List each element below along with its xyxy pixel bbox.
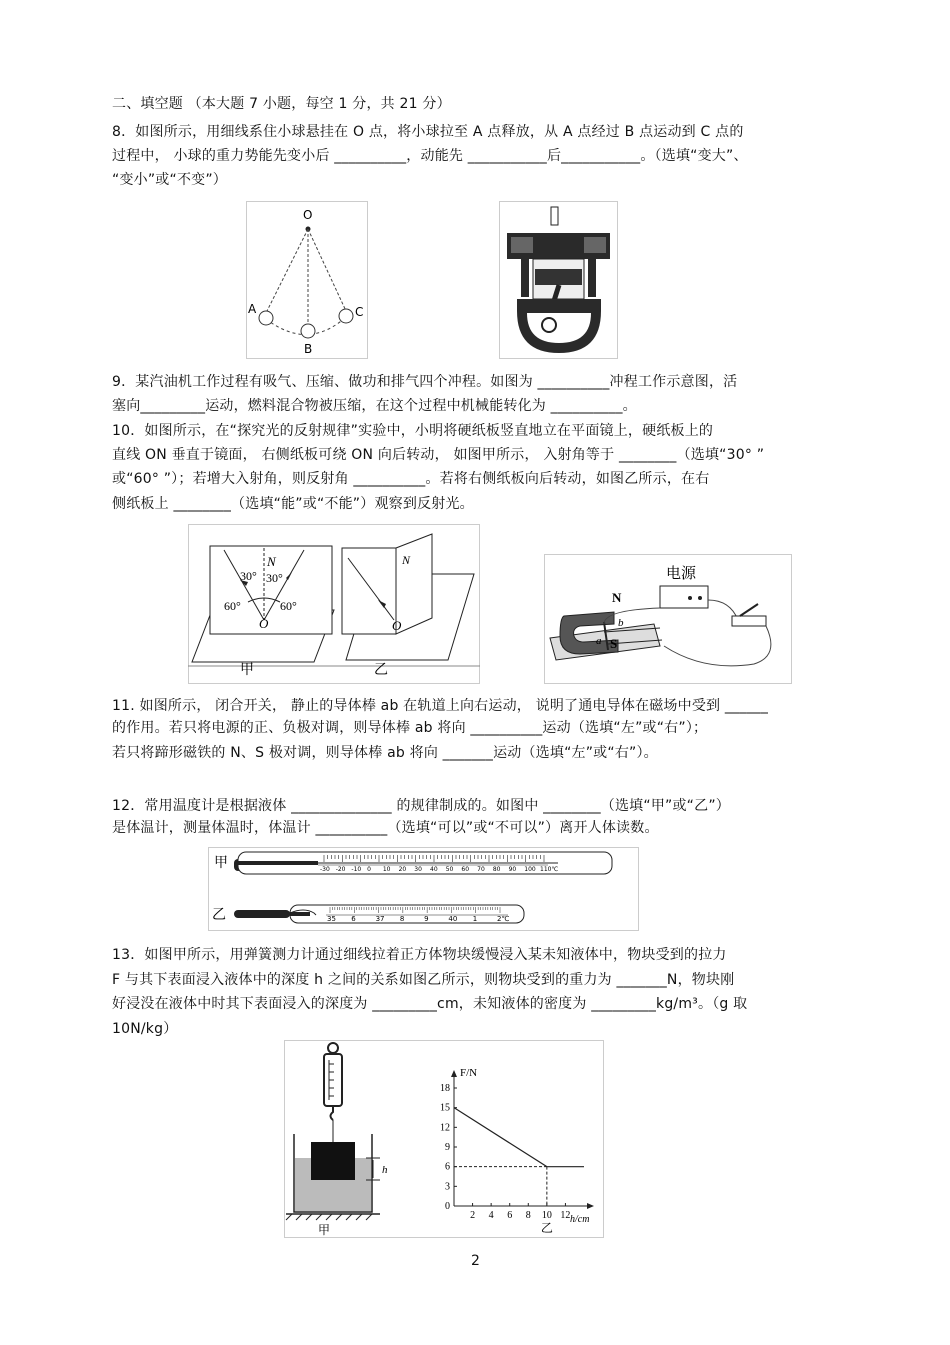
thermo-jia-tick-label: 40 — [430, 866, 438, 873]
q12-line-1: 12．常用温度计是根据液体 ______________ 的规律制成的。如图中 ________（选填“甲”或“乙”） — [112, 798, 730, 814]
reflection-n-jia: N — [267, 554, 276, 569]
thermo-yi-tick-label: 9 — [424, 915, 429, 923]
ball-a — [259, 311, 273, 325]
thermo-yi-tick-label: 35 — [327, 915, 336, 923]
caption-yi: 乙 — [374, 663, 388, 678]
label-a: A — [248, 302, 257, 316]
thermo-yi-tick-label: 1 — [472, 915, 478, 923]
q8-line-3: “变小”或“不变”） — [112, 172, 228, 188]
q10-line-3: 或“60° ”）；若增大入射角，则反射角 __________。若将右侧纸板向后转动，如图乙所示，在右 — [112, 471, 710, 487]
y-tick-label: 9 — [445, 1142, 450, 1153]
page-number: 2 — [471, 1253, 481, 1269]
power-label: 电源 — [666, 564, 697, 582]
x-axis-label: h/cm — [570, 1214, 590, 1225]
rod-b: b — [618, 617, 624, 629]
angle-in-60: 60° — [224, 599, 241, 613]
ball-c — [339, 309, 353, 323]
thermo-jia-tick-label: 30 — [414, 866, 422, 873]
thermo-yi-tick-label: 2℃ — [497, 915, 510, 923]
spring-caption-jia: 甲 — [318, 1223, 331, 1237]
x-tick-label: 12 — [560, 1210, 571, 1221]
crankshaft — [542, 318, 556, 332]
q10-line-2: 直线 ON 垂直于镜面， 右侧纸板可绕 ON 向后转动， 如图甲所示， 入射角等于 ________（选填“30° ” — [112, 447, 765, 463]
angle-out-60: 60° — [280, 599, 297, 613]
q13-line-4: 10N/kg） — [112, 1021, 178, 1037]
caption-jia: 甲 — [240, 663, 254, 678]
y-axis-arrow — [451, 1070, 457, 1077]
thermo-yi-tick-label: 6 — [351, 915, 356, 923]
x-tick-label: 2 — [470, 1210, 476, 1221]
thermo-jia-tick-label: 60 — [461, 866, 470, 873]
magnet-n: N — [612, 590, 622, 605]
q8-line-1: 8．如图所示，用细线系住小球悬挂在 O 点，将小球拉至 A 点释放，从 A 点经过 B 点运动到 C 点的 — [112, 124, 744, 140]
switch — [732, 616, 766, 626]
thermo-jia-label: 甲 — [214, 855, 228, 871]
thermo-jia-tick-label: -30 — [320, 866, 330, 873]
pendulum-figure — [246, 201, 368, 359]
q13-line-2: F 与其下表面浸入液体中的深度 h 之间的关系如图乙所示，则物块受到的重力为 _______N，物块刚 — [112, 972, 735, 988]
x-tick-label: 10 — [541, 1210, 552, 1221]
magnet-s: S — [610, 636, 618, 651]
thermo-jia-tick-label: -10 — [351, 866, 362, 873]
thermo-yi-tick-label: 37 — [375, 915, 385, 923]
thermo-jia-tick-label: 70 — [477, 866, 485, 873]
thermo-jia-tick-label: 90 — [508, 866, 517, 873]
depth-h-label: h — [382, 1164, 388, 1176]
y-axis-label: F/N — [460, 1067, 478, 1079]
q9-line-2: 塞向_________运动，燃料混合物被压缩，在这个过程中机械能转化为 __________。 — [112, 398, 637, 414]
label-c: C — [355, 305, 364, 319]
y-tick-label: 3 — [445, 1181, 450, 1193]
thermo-jia-tick-label: 100 — [524, 866, 536, 873]
q11-line-1: 11. 如图所示， 闭合开关， 静止的导体棒 ab 在轨道上向右运动， 说明了通电导体在磁场中受到 ______ — [112, 698, 769, 714]
thermo-yi-label: 乙 — [212, 907, 226, 923]
piston — [535, 269, 582, 285]
q10-line-1: 10．如图所示，在“探究光的反射规律”实验中，小明将硬纸板竖直地立在平面镜上，硬纸板上的 — [112, 423, 714, 439]
q11-line-2: 的作用。若只将电源的正、负极对调，则导体棒 ab 将向 __________运动（选填“左”或“右”）； — [112, 720, 708, 736]
chart-caption-yi: 乙 — [540, 1221, 553, 1235]
motor-figure — [544, 554, 792, 684]
section-title: 二、填空题 （本大题 7 小题，每空 1 分，共 21 分） — [112, 96, 451, 112]
x-tick-label: 6 — [507, 1210, 513, 1221]
y-tick-label: 0 — [445, 1201, 450, 1212]
angle-out-30: 30° — [266, 571, 283, 585]
x-tick-label: 8 — [525, 1210, 531, 1221]
label-b: B — [304, 342, 313, 356]
x-axis-arrow — [587, 1203, 594, 1209]
q12-line-2: 是体温计，测量体温时，体温计 __________（选填“可以”或“不可以”）离开人体读数。 — [112, 820, 659, 836]
thermo-jia-tick-label: 0 — [367, 866, 371, 873]
engine-figure — [499, 201, 618, 359]
spring-figure — [284, 1040, 604, 1238]
q13-line-1: 13．如图甲所示，用弹簧测力计通过细线拉着正方体物块缓慢浸入某未知液体中，物块受到的拉力 — [112, 947, 727, 963]
ball-b — [301, 324, 315, 338]
y-tick-label: 15 — [440, 1102, 450, 1114]
thermo-jia-tick-label: 110℃ — [540, 866, 559, 873]
thermo-jia-tick-label: 80 — [492, 866, 501, 873]
q13-line-3: 好浸没在液体中时其下表面浸入的深度为 _________cm，未知液体的密度为 _________kg/m³。（g 取 — [112, 996, 748, 1012]
reflection-n-yi: N — [402, 553, 411, 567]
reflection-figure — [188, 524, 480, 684]
y-tick-label: 12 — [440, 1122, 450, 1134]
y-tick-label: 18 — [440, 1083, 450, 1094]
reflection-o-yi: O — [392, 618, 402, 633]
q11-line-3: 若只将蹄形磁铁的 N、S 极对调，则导体棒 ab 将向 _______运动（选填“左”或“右”）。 — [112, 745, 658, 761]
q9-line-1: 9．某汽油机工作过程有吸气、压缩、做功和排气四个冲程。如图为 __________冲程工作示意图，活 — [112, 374, 738, 390]
label-o: O — [303, 208, 313, 222]
thermo-jia-tick-label: 50 — [445, 866, 454, 873]
rod-a: a — [596, 635, 602, 647]
thermo-jia-tick-label: 10 — [382, 866, 391, 873]
thermometer-yi — [290, 905, 524, 923]
cube-block — [311, 1142, 355, 1180]
series-line-f — [454, 1108, 584, 1167]
thermo-yi-tick-label: 8 — [399, 915, 405, 923]
thermo-yi-tick-label: 40 — [448, 915, 458, 923]
spark-plug — [551, 207, 558, 225]
thermo-jia-tick-label: -20 — [335, 866, 346, 873]
thermometer-figure — [208, 847, 639, 931]
reflection-o-jia: O — [259, 616, 269, 631]
force-depth-chart — [440, 1067, 594, 1235]
y-tick-label: 6 — [445, 1161, 450, 1173]
q10-line-4: 侧纸板上 ________（选填“能”或“不能”）观察到反射光。 — [112, 496, 474, 512]
x-tick-label: 4 — [488, 1210, 494, 1221]
angle-in-30: 30° — [240, 569, 257, 583]
q8-line-2: 过程中， 小球的重力势能先变小后 __________，动能先 ___________后___________。（选填“变大”、 — [112, 148, 748, 164]
thermo-jia-tick-label: 20 — [398, 866, 407, 873]
